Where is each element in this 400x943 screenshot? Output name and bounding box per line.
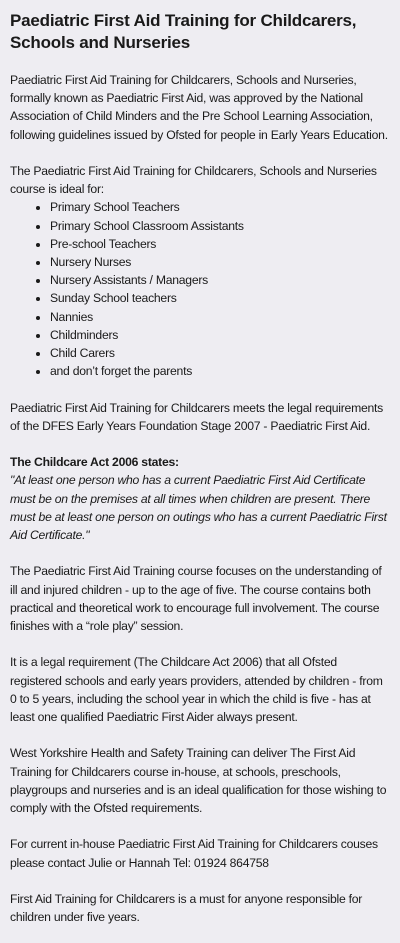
intro-paragraph: Paediatric First Aid Training for Childcarers, Schools and Nurseries, formally known as Paediatric First Aid, was approved by the National Association of Child Minders and the Pre School Learning Association, following guidelines issued by Ofsted for people in Early Years Education. [10,73,388,142]
list-item: • Primary School Teachers [50,198,390,216]
list-item: • Sunday School teachers [50,289,390,307]
list-item: • Childminders [50,326,390,344]
course-focus-paragraph: The Paediatric First Aid Training course focuses on the understanding of ill and injured children - up to the age of five. The course contains both practical and theoretical work to encourage full involvement. The course finishes with a “role play” session. [10,564,382,634]
list-item: • Nannies [50,308,390,326]
list-item: • Primary School Classroom Assistants [50,217,390,235]
list-item: • and don’t forget the parents [50,362,390,380]
delivery-paragraph: West Yorkshire Health and Safety Training can deliver The First Aid Training for Childcarers course in-house, at schools, preschools, playgroups and nurseries and is an ideal qualification for those wishing to comply with the Ofsted requirements. [10,746,387,816]
contact-paragraph: For current in-house Paediatric First Aid Training for Childcarers couses please contact Julie or Hannah Tel: 01924 864758 [10,837,378,870]
list-item: • Nursery Nurses [50,253,390,271]
page-title: Paediatric First Aid Training for Childcarers, Schools and Nurseries [10,11,357,52]
list-item: • Child Carers [50,344,390,362]
requirement-paragraph: It is a legal requirement (The Childcare Act 2006) that all Ofsted registered schools and early years providers, attended by children - from 0 to 5 years, including the school year in which the child is five - has at least one qualified Paediatric First Aider always present. [10,655,383,725]
ideal-for-list [10,198,390,380]
closing-paragraph: First Aid Training for Childcarers is a must for anyone responsible for children under five years. [10,892,363,925]
list-item: • Nursery Assistants / Managers [50,271,390,289]
ideal-for-lead: The Paediatric First Aid Training for Childcarers, Schools and Nurseries course is ideal for: [10,164,377,197]
list-item: • Pre-school Teachers [50,235,390,253]
act-heading: The Childcare Act 2006 states: [10,455,179,470]
act-quote: "At least one person who has a current Paediatric First Aid Certificate must be on the premises at all times when children are present. There must be at least one person on outings who has a current Paediatric First Aid Certificate." [10,473,387,543]
legal-paragraph: Paediatric First Aid Training for Childcarers meets the legal requirements of the DFES Early Years Foundation Stage 2007 - Paediatric First Aid. [10,400,384,433]
article-body [10,71,390,926]
